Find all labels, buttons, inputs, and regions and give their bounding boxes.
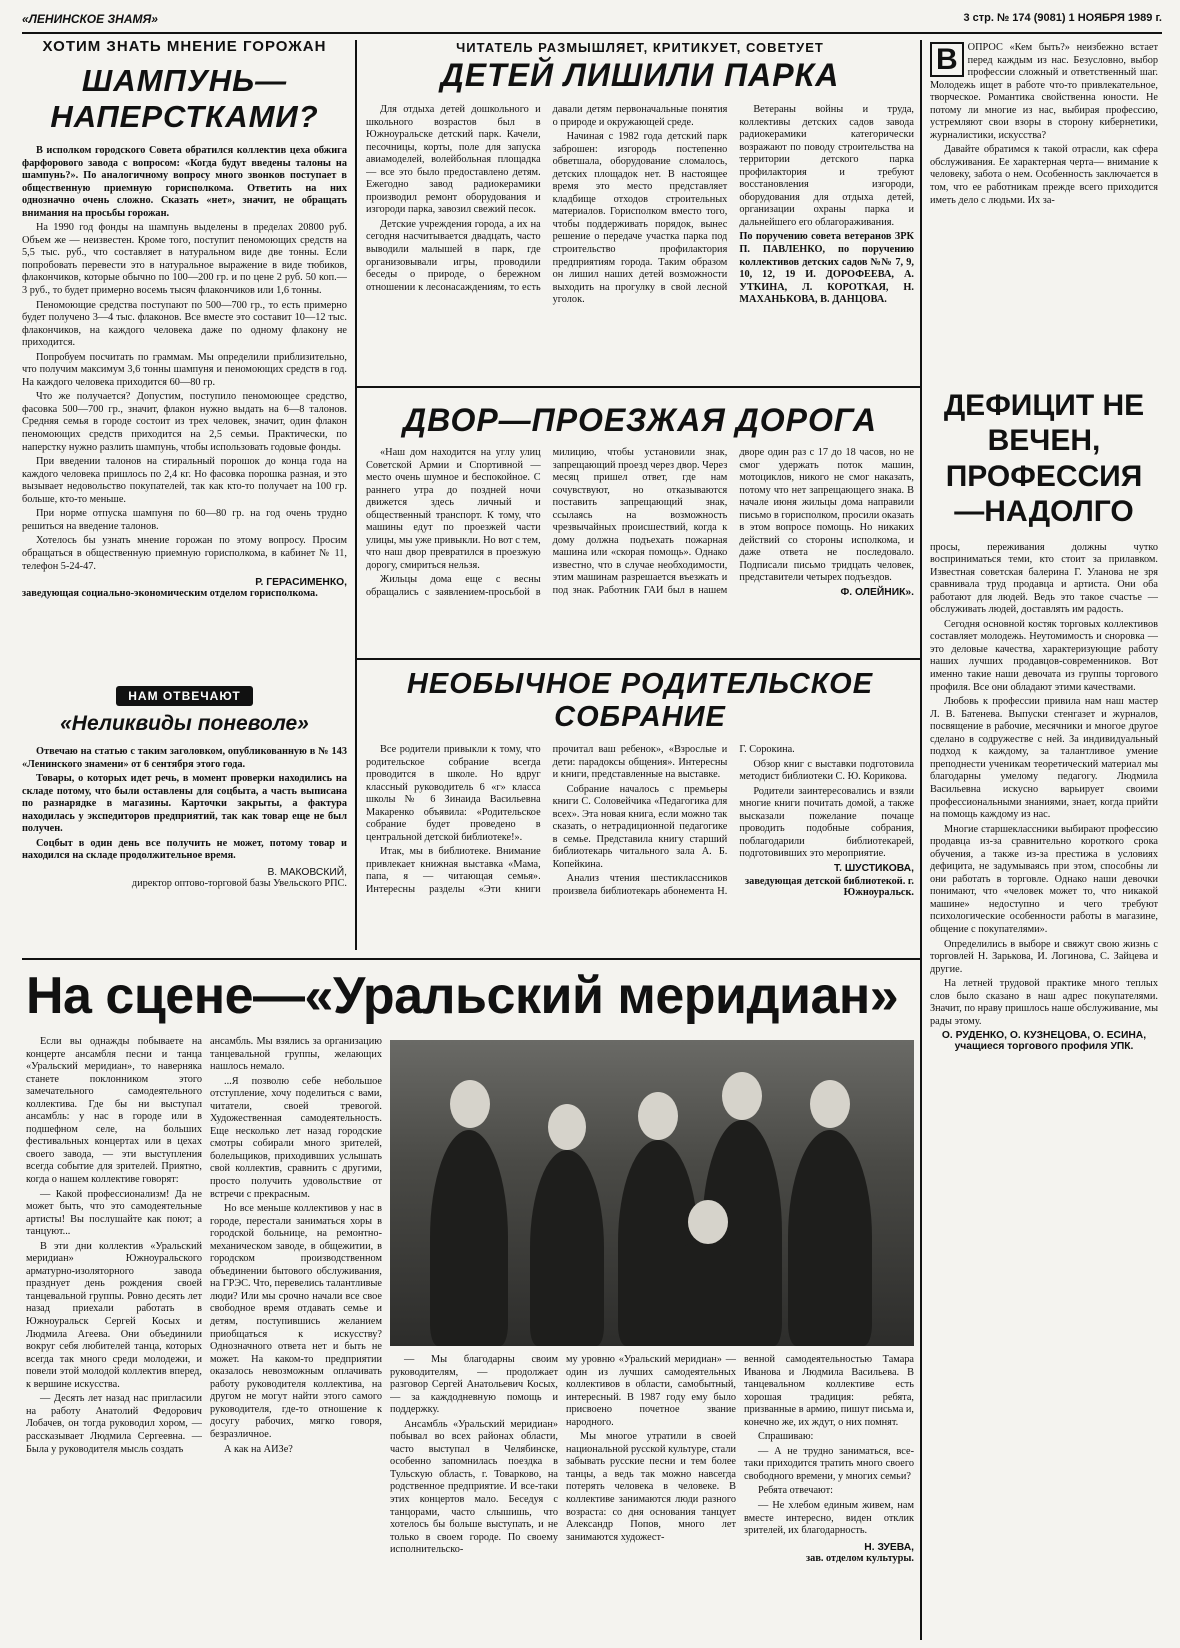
paragraph: Все родители привыкли к тому, что родительское собрание всегда проводится в школе. Но вдруг классный руководитель 6 «г» класса школы № 6 Зинаида Васильевна Макаренко объявила: «Родительское собрание будет проведено в центральной детской библиотеке!». [366,744,541,843]
paragraph: Определились в выборе и свяжут свою жизнь с торговлей Н. Зарькова, И. Логинова, С. Зайцева и другие. [930,938,1158,975]
paragraph: Собрание началось с премьеры книги С. Соловейчика «Педагогика для всех». Эта новая книга, если можно так сказать, о нетрадиционной педагогике в семье. Представила книгу старший библиотекарь читального зала А. Б. Копейкина. [552,783,728,870]
author-signature: В. МАКОВСКИЙ, [267,866,347,878]
page-header [22,12,1162,34]
paragraph: Товары, о которых идет речь, в момент проверки находились на складе потому, что были оставлены для соцбыта, а часть выписана по разнарядке в магазины. Карточки закрыты, а фактура находилась у экспедиторов предприятий, так как товар еще не был получен. [22,773,347,835]
paragraph: Начиная с 1982 года детский парк заброшен: изгородь постепенно обветшала, оборудование сломалось, детских площадок нет. В настоящее время это место представляет кладбище отходов строительных материалов. Горисполком вместо того, чтобы поддерживать порядок, вынес решение о передаче участка парка под строительство профилактория предприятиям города. Таким образом он лишил наших детей возможности выходить на прогулку в свой лесной уголок. [552,131,728,306]
article-shampoo [22,38,347,678]
paragraph: Отвечаю на статью с таким заголовком, опубликованную в № 143 «Ленинского знамени» от 6 сентября этого года. [22,746,347,770]
paragraph: Жильцы дома еще с весны обращались с заявлением-просьбой в милицию, чтобы установили знак, запрещающий проезд через двор. Через месяц пришел ответ, где нам сочувствуют, но отказываются поставить запрещающий знак, ссылаясь на возможность чрезвычайных происшествий, когда к дому должна подъехать пожарная машина или «скорая помощь». Однако известно, что в случае необходимости, этим машинам разрешается въезжать и под знак. Работник ГАИ был в нашем дворе один раз с 17 до 18 часов, но не смог удержать поток машин, мотоциклов, никого не смог наказать, потому что нет запрещающего знака. В начале июня жильцы дома направили письмо в горисполком, просили оказать в этом вопросе помощь. Но никаких действий со стороны исполкома, и даже ответа не последовало. Подписали письмо тридцать человек, представители четырех подъездов. [366,447,914,599]
author-title: заведующая детской библиотекой. г. Южноуральск. [745,875,914,898]
paragraph: — Десять лет назад нас пригласили на работу Анатолий Федорович Лобачев, он тогда руководил хором, — рассказывает Людмила Сергеевна. — Была у руководителя мысль создать [26,1393,202,1455]
article-title: НЕОБЫЧНОЕ РОДИТЕЛЬСКОЕ СОБРАНИЕ [406,668,874,733]
paragraph: Обзор книг с выставки подготовила методист библиотеки С. Ю. Корикова. [739,758,914,783]
article-title: ДВОР—ПРОЕЗЖАЯ ДОРОГА [403,402,877,438]
paragraph: Что же получается? Допустим, поступило пеномоющее средство, фасовка 500—700 гр., значит, флакон нужно выдать на 6—8 талонов. Средняя семья в городе состоит из трех человек, значит, один флакон пеномоющих средств приходится на 2,5 семьи. Практически, по наперстку нужно разлить шампунь, чтобы использовать годовые фонды. [22,391,347,453]
article-meridian-col4 [566,1354,736,1642]
paragraph: Давайте обратимся к такой отрасли, как сфера обслуживания. Ее характерная черта— внимание к человеку, забота о нем. Особенность заключается в том, что ее работникам прежде всего приходится иметь дело с людьми. Их за- [930,144,1158,206]
author-title: зав. отделом культуры. [806,1552,914,1564]
dancer-face [722,1072,762,1120]
article-meridian-col3 [390,1354,558,1642]
paragraph: При норме отпуска шампуня по 60—80 гр. на год очень трудно решиться на введение талонов. [22,508,347,532]
section-rule [356,386,920,388]
article-title: ШАМПУНЬ—НАПЕРСТКАМИ? [50,63,319,134]
article-yard [366,402,914,654]
article-body [22,746,347,863]
paragraph: Но все меньше коллективов у нас в городе, перестали заниматься хоры в городской больнице, на ремонтно-механическом заводе, в общежитии, в городском производственном объединении бытового обслуживания, на ГРЭС. Что, перевелись талантливые люди? Или мы срочно начали все свое свободное время отдавать семье и детям, поступившись желанием приобщаться к искусству? Однозначного ответа нет и быть не может. На каком-то предприятии оказалось невозможным оплачивать работу руководителя коллектива, на другом не могут найти этого самого руководителя, где-то отношение к досугу рабочих, мягко говоря, безразличное. [210,1203,382,1440]
paragraph: Мы многое утратили в своей национальной русской культуре, стали забывать русские песни и тем более танцы, а ведь так можно навсегда потерять человека в человеке. В коллективе занимаются люди разного возраста: со дня основания танцует Александр Попов, много лет занимаются художест- [566,1431,736,1543]
author-signature: Р. ГЕРАСИМЕНКО, [255,577,347,589]
paragraph: А как на АИЗе? [224,1443,293,1455]
paragraph: Соцбыт в один день все получить не может, потому товар и находился на складе продолжительное время. [22,837,347,862]
paragraph: — Не хлебом единым живем, нам вместе интересно, виден отклик зрителей, их благодарность. [744,1500,914,1537]
paragraph: Сегодня основной костяк торговых коллективов составляет молодежь. Неутомимость и сноровка — это деловые качества, характеризующие работу наших лучших продавцов-современников. Вот именно такие наши девочата из группы торгового профиля. Все они обладают этими качествами. [930,618,1158,693]
sidebar-headline: ДЕФИЦИТ НЕ ВЕЧЕН, ПРОФЕССИЯ —НАДОЛГО [943,389,1145,529]
paragraph: В эти дни коллектив «Уральский меридиан» Южноуральского арматурно-изоляторного завода празднует день рождения своей танцевальной группы. Ровно десять лет назад приехали работать в Южноуральск Сергей Косых и Людмила Агеева. Они объединили вокруг себя любителей танца, которых всегда так много среди молодежи, и повели этой молодой коллектив вперед, к вершине искусства. [26,1240,202,1390]
paragraph: Ветераны войны и труда, коллективы детских садов завода радиокерамики категорически возражают по поводу строительства на территории детского парка профилактория и требуют восстановления изгороди, оборудования для отдыха детей, организации охраны парка и дальнейшего его облагораживания. [739,104,914,228]
section-rule [356,658,920,660]
paragraph: Многие старшеклассники выбирают профессию продавца из-за сравнительно короткого срока обучения, а также из-за престижа в условиях дефицита, не задумываясь при этом, способны ли они работать в торговле. Однако наши девочки понимают, что «человек может то, что никакой машине» недоступно и чего требуют психологические особенности работы в магазине, общение с покупателями». [930,823,1158,935]
paragraph: Анализ чтения шестиклассников произвела библиотекарь абонемента Н. Г. Сорокина. [552,744,795,898]
paragraph: Ансамбль «Уральский меридиан» побывал во всех районах области, часто выступал в Челябинске, особенно запомнилась поездка в Тульскую область, г. Товарково, на родственное предприятие. И все-таки этих концертов мало. Беседуя с танцорами, часто слышишь, что хотелось бы больше выступать, и не только в своем городе. По своему исполнительско- [390,1418,558,1556]
sidebar-article [930,42,1158,1642]
paragraph: му уровню «Уральский меридиан» — один из лучших самодеятельных коллективов в области, самобытный, интересный. В 1987 году ему было присвоено почетное звание народного. [566,1354,736,1428]
paragraph: Любовь к профессии привила нам наш мастер Л. В. Батенева. Выпуски стенгазет и журналов, посвящение в рабочие, месячники и многое другое сделано в содружестве с ней. За индивидуальный подход к каждому, за талантливое умение преподнести ученикам теоретический материал мы благодарны умелому педагогу. Людмила Васильевна искусно варьирует своими профессиональными знаниями, знает, когда прийти на помощь каждому из нас. [930,696,1158,821]
paragraph: Ребята отвечают: [758,1485,833,1497]
paragraph: венной самодеятельностью Тамара Иванова и Людмила Васильева. В танцевальном коллективе есть хорошая традиция: ребята, призванные в армию, пишут письма и, конечно же, их ждут, о них помнят. [744,1354,914,1428]
article-kicker: ЧИТАТЕЛЬ РАЗМЫШЛЯЕТ, КРИТИКУЕТ, СОВЕТУЕТ [456,40,824,55]
column-rule [920,40,922,1640]
author-title: директор оптово-торговой базы Увельского РПС. [131,877,347,889]
ensemble-photo [390,1040,914,1346]
dancer-face [688,1200,728,1244]
author-signature: Н. ЗУЕВА, [864,1541,914,1553]
paragraph: Детские учреждения города, а их на сегодня насчитывается двадцать, часто выводили малышей в парк, где организовывали игры, проводили беседы о природе, о бережном отношении к лесонасаждениям, то есть давали детям первоначальные понятия о природе и окружающей среде. [366,104,728,293]
paragraph: просы, переживания должны чутко восприниматься теми, кто стоит за прилавком. Известная советская балерина Г. Уланова не зря сравнивала труд продавца и артиста. Они оба работают для людей. Ведь это такое счастье —обслуживать людей, доставлять им радость. [930,541,1158,616]
article-meridian-col1 [26,1036,202,1642]
article-body [22,145,347,573]
paragraph: Спрашиваю: [758,1431,814,1443]
section-rule [22,958,920,960]
paragraph: На 1990 год фонды на шампунь выделены в пределах 20800 руб. Объем же — неизвестен. Кроме того, поступит пеномоющих средств на 5,5 тыс. руб., что составляет в натуральном виде две тонны. Если попробовать перевести это в натуральное выражение в виде тюбиков, флакончиков, которые обычно по 100—200 гр. и по цене 2 руб. 50 коп.— 3 руб., то будет примерно восемь тысяч флакончиков или 1,6 тонны. [22,222,347,297]
paragraph: Родители заинтересовались и взяли многие книги почитать домой, а также высказали пожелание почаще проводить подобные собрания, поблагодарили библиотекарей, подготовивших это мероприятие. [739,785,914,860]
paragraph: В исполком городского Совета обратился коллектив цеха обжига фарфорового завода с вопросом: «Когда будут введены талоны на шампунь?». По аналогичному вопросу много звонков поступает в общественную приемную горисполкома. Ответить на них однозначно очень сложно. Сказать «нет», значит, не обращать внимания на просьбы горожан. [22,145,347,219]
paragraph: Для отдыха детей дошкольного и школьного возрастов был в Южноуральске детский парк. Качели, песочницы, корты, поле для запуска авиамоделей, волейбольная площадка — все это было предоставлено детям. Ежегодно завод радиокерамики производил ремонт оборудования и изгороди парка, завозил свежий песок. [366,104,541,216]
drop-cap: В [930,42,964,77]
dancer-face [548,1104,586,1150]
paragraph: Хотелось бы узнать мнение горожан по этому вопросу. Просим обращаться в общественную приемную горисполкома, в кабинет № 11, телефон 5-24-47. [22,535,347,572]
paragraph: — Какой профессионализм! Да не может быть, что это самодеятельные артисты! Вы послушайте как поют; а танцуют... [26,1188,202,1238]
article-meridian-col5 [744,1354,914,1642]
dancer-face [638,1092,678,1140]
dancer-figure [658,1240,758,1346]
article-answer [22,686,347,954]
column-rule [355,40,357,950]
sidebar-body [930,542,1158,1562]
dancer-face [810,1080,850,1128]
dancer-figure [788,1130,872,1346]
article-body [366,744,914,950]
dancer-figure [530,1150,604,1346]
paragraph: «Наш дом находится на углу улиц Советской Армии и Спортивной — место очень шумное и беспокойное. С раннего утра до поздней ночи движется здесь личный и общественный транспорт. К тому, что машины едут по проезжей части улицы, мы уже привыкли. Но вот с тем, что наш двор превратился в проезжую дорогу, смириться нельзя. [366,447,541,571]
article-park [366,40,914,382]
paragraph: При введении талонов на стиральный порошок до конца года на каждого человека пришлось по 2,4 кг. Но фасовка порошка разная, и это вызывает недовольство покупателей, так как кто-то получает на 100 гр. больше, кто-то меньше. [22,456,347,505]
article-body [366,447,914,647]
author-signature: Ф. ОЛЕЙНИК». [840,587,914,599]
article-title: ДЕТЕЙ ЛИШИЛИ ПАРКА [440,57,840,93]
paragraph: Попробуем посчитать по граммам. Мы определили приблизительно, что получим максимум 3,6 тонны шампуня и пеномоющих средств в год. На каждого человека приходится 60—80 гр. [22,351,347,388]
author-signature: Т. ШУСТИКОВА, [833,862,914,874]
author-signature: По поручению совета ветеранов ЗРК П. ПАВЛЕНКО, по поручению коллективов детских садов №№ 7, 9, 10, 12, 19 И. ДОРОФЕЕВА, А. УТКИНА, Л. КОРОТКАЯ, Н. МАХАНЬКОВА, В. ДАНЦОВА. [739,231,914,306]
dancer-face [450,1080,490,1128]
issue-info: 3 стр. № 174 (9081) 1 НОЯБРЯ 1989 г. [963,12,1162,24]
paragraph: — Мы благодарны своим руководителям, — продолжает разговор Сергей Анатольевич Косых, — за каждодневную помощь и поддержку. [390,1354,558,1416]
author-signature: О. РУДЕНКО, О. КУЗНЕЦОВА, О. ЕСИНА, учащиеся торгового профиля УПК. [941,1030,1147,1053]
paragraph: ...Я позволю себе небольшое отступление, хочу поделиться с вами, читатели, своей тревогой. Художественная самодеятельность. Еще несколько лет назад городские смотры собирали много зрителей, болельщиков, приходивших услышать свой коллектив, сравнить с другими, просто получить удовольствие от встречи с прекрасным. [210,1075,382,1200]
dancer-figure [430,1130,508,1346]
section-badge: НАМ ОТВЕЧАЮТ [116,686,253,706]
newspaper-name: «ЛЕНИНСКОЕ ЗНАМЯ» [22,12,158,26]
author-title: заведующая социально-экономическим отделом горисполкома. [22,588,318,600]
article-kicker: ХОТИМ ЗНАТЬ МНЕНИЕ ГОРОЖАН [42,38,327,55]
article-title-meridian: На сцене—«Уральский меридиан» [26,967,899,1025]
sidebar-intro [930,42,1158,382]
paragraph: Если вы однажды побываете на концерте ансамбля песни и танца «Уральский меридиан», то наверняка станете поклонником этого замечательного самодеятельного коллектива. Где бы ни выступал ансамбль: у нас в городе или в подшефном селе, на больших фестивальных концертах или в цехах своего завода, — эти выступления всегда событие для зрителей. Приятно, когда о нашем коллективе говорят: [26,1036,202,1186]
paragraph: ансамбль. Мы взялись за организацию танцевальной группы, желающих нашлось немало. [210,1036,382,1073]
article-body [366,104,914,374]
paragraph: Итак, мы в библиотеке. Внимание привлекает книжная выставка «Мама, папа, я — читающая семья». Интересны разделы «Эти книги прочитал ваш ребенок», «Взрослые и дети: парадоксы общения». Интересны и книги, представленные на выставке. [366,744,728,896]
paragraph: ОПРОС «Кем быть?» неизбежно встает перед каждым из нас. Безусловно, выбор профессии сложный и ответственный шаг. Молодежь ищет в работе что-то привлекательное, творческое. Романтика свойственна юности. Не потому ли многие из нас, выбирая профессию, устремляют свои взоры в сторону кибернетики, журналистики, искусства? [930,42,1158,141]
paragraph: — А не трудно заниматься, все-таки приходится тратить много своего свободного времени, у многих семьи? [744,1445,914,1482]
article-meeting [366,668,914,950]
article-title: «Неликвиды поневоле» [60,712,309,735]
paragraph: На летней трудовой практике много теплых слов было сказано в наш адрес покупателями. Значит, по нраву пришлось наше обслуживание, мы рады этому. [930,978,1158,1027]
paragraph: Пеномоющие средства поступают по 500—700 гр., то есть примерно будет получено 3—4 тыс. флаконов. Все вместе это составит 10—12 тыс. флакончиков, на каждого человека даже по одному флакону не приходится. [22,299,347,349]
article-meridian-col2 [210,1036,382,1642]
